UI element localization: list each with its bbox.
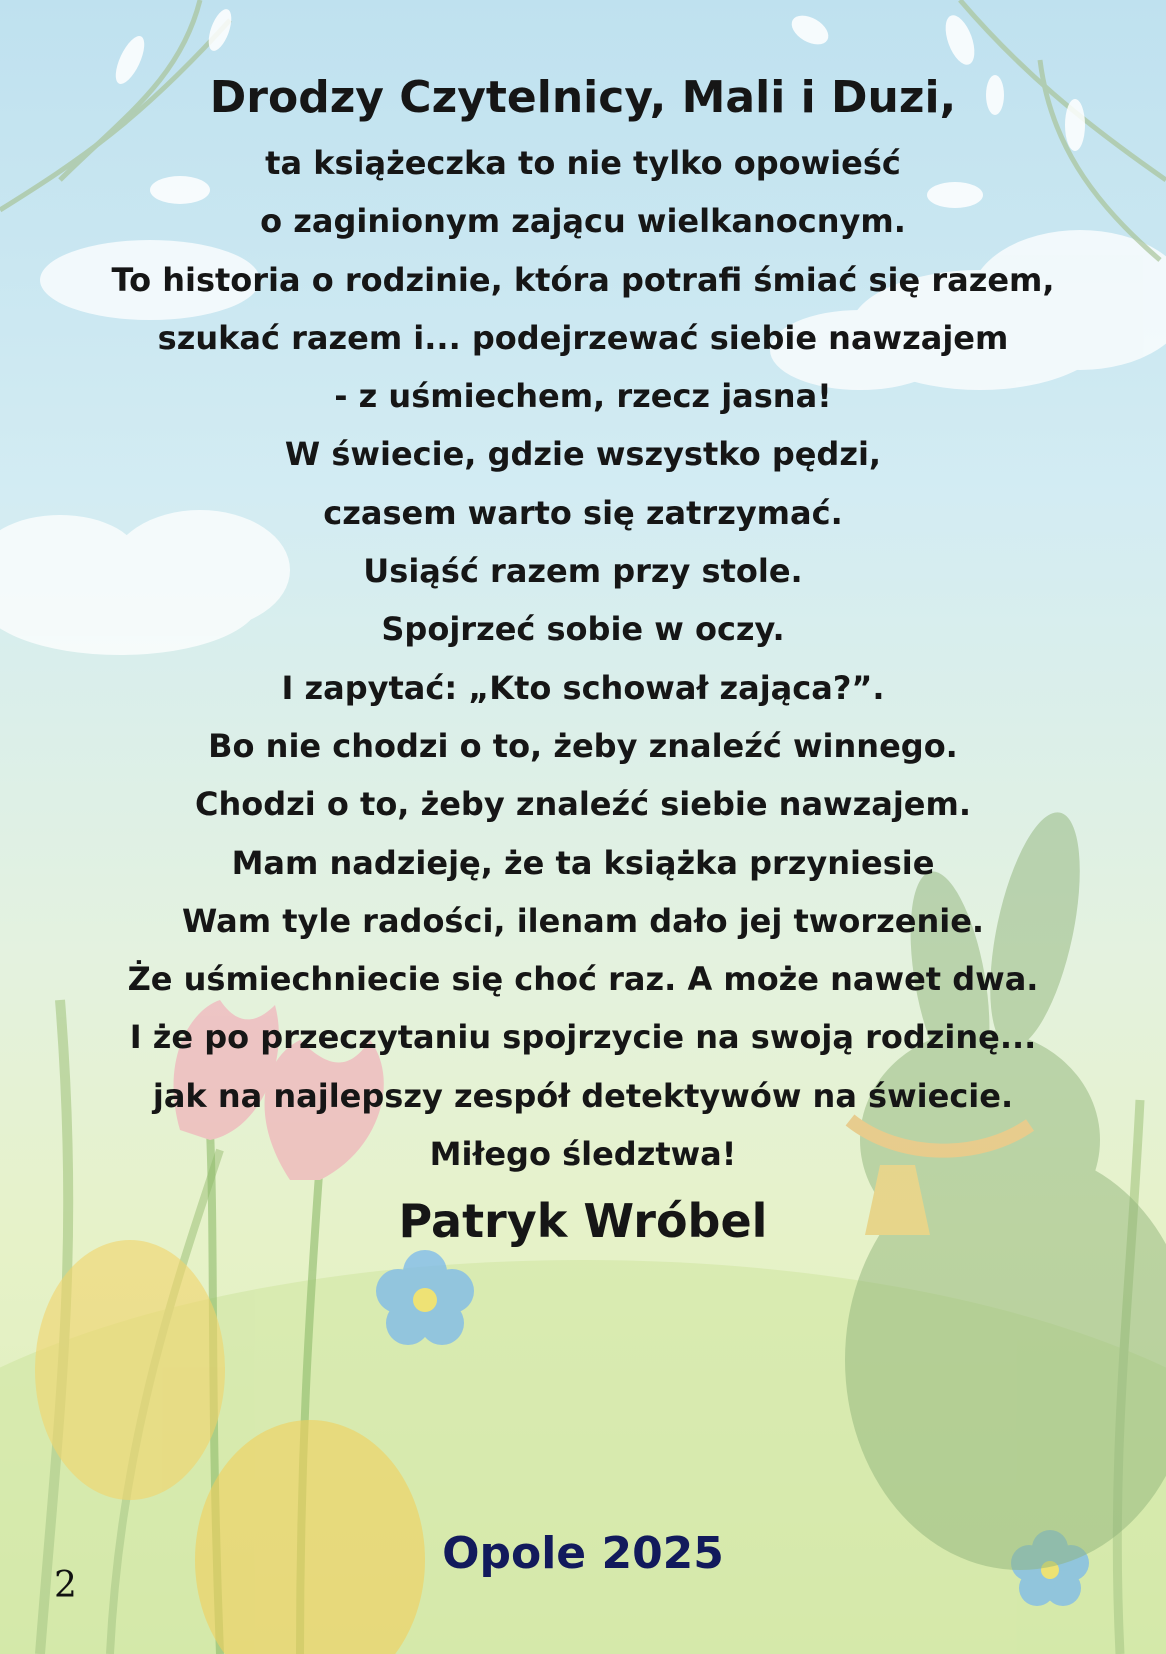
- letter-line: Wam tyle radości, ilenam dało jej tworzenie.: [181, 901, 985, 940]
- letter-line: - z uśmiechem, rzecz jasna!: [334, 377, 832, 416]
- letter-line: Spojrzeć sobie w oczy.: [381, 610, 785, 649]
- letter-line: To historia o rodzinie, która potrafi śmiać się razem,: [111, 260, 1055, 299]
- letter-line: Usiąść razem przy stole.: [363, 552, 803, 591]
- place-and-year: Opole 2025: [442, 1528, 724, 1579]
- letter-line: Bo nie chodzi o to, żeby znaleźć winnego.: [208, 726, 958, 765]
- letter-line: I że po przeczytaniu spojrzycie na swoją rodzinę...: [129, 1018, 1037, 1057]
- letter-line: Chodzi o to, żeby znaleźć siebie nawzajem.: [195, 785, 971, 824]
- letter-line: jak na najlepszy zespół detektywów na świecie.: [152, 1076, 1014, 1115]
- letter-closing: Miłego śledztwa!: [429, 1135, 737, 1174]
- page-number: 2: [54, 1565, 77, 1606]
- letter-line: I zapytać: „Kto schował zająca?”.: [281, 668, 885, 707]
- letter-body: [60, 62, 1106, 1257]
- letter-line: szukać razem i... podejrzewać siebie nawzajem: [157, 318, 1009, 357]
- letter-line: czasem warto się zatrzymać.: [323, 493, 843, 532]
- letter-line: ta książeczka to nie tylko opowieść: [265, 144, 901, 182]
- author-signature: Patryk Wróbel: [398, 1194, 768, 1249]
- letter-line: Mam nadzieję, że ta książka przyniesie: [231, 843, 935, 882]
- letter-greeting: Drodzy Czytelnicy, Mali i Duzi,: [209, 72, 957, 123]
- letter-line: o zaginionym zającu wielkanocnym.: [260, 202, 906, 241]
- letter-line: W świecie, gdzie wszystko pędzi,: [284, 435, 882, 474]
- letter-line: Że uśmiechniecie się choć raz. A może nawet dwa.: [127, 960, 1039, 999]
